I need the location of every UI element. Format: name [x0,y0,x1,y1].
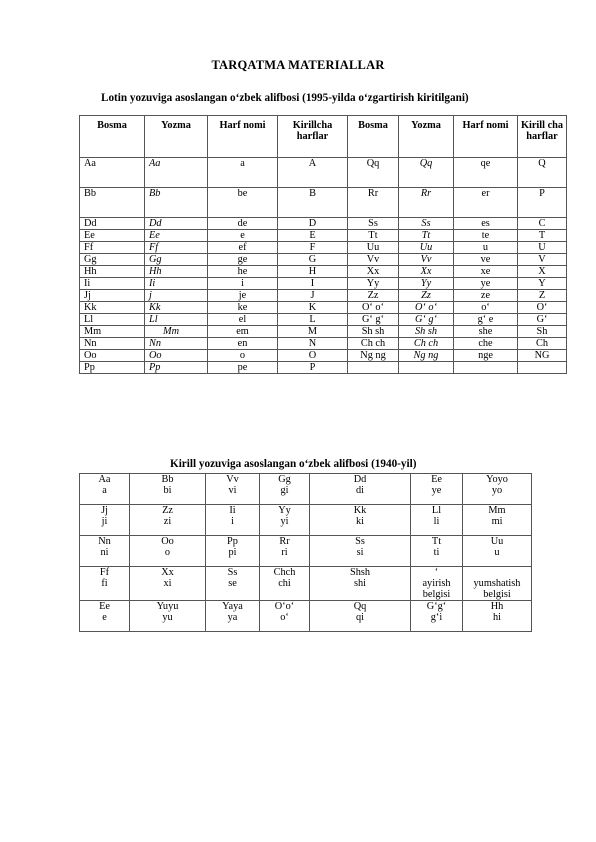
letter-name: li [433,516,440,527]
table-cell: N [278,338,348,350]
table-row [80,158,567,188]
table-cell [310,474,411,505]
table-cell: ge [208,254,278,266]
table-row [80,314,567,326]
letter-name: zi [163,516,172,527]
letter-name: yi [280,516,289,527]
table-row [80,326,567,338]
table-cell: Ff [145,242,208,254]
table-cell: K [278,302,348,314]
letter-name: qi [355,612,364,623]
table-cell: Bb [80,188,145,218]
letter-pair: Bb [161,474,174,485]
table-cell [463,567,532,601]
letter-name: a [102,485,107,496]
table-cell: em [208,326,278,338]
table-cell: Rr [348,188,399,218]
table-cell: Ng ng [399,350,454,362]
letter-pair: Ff [99,567,110,578]
table-cell: es [454,218,518,230]
table-cell: I [278,278,348,290]
table-row [80,338,567,350]
table-cell [454,362,518,374]
letter-name: shi [353,578,367,589]
table-row [80,290,567,302]
letter-pair: Shsh [349,567,371,578]
table-cell [260,567,310,601]
table-cell [206,474,260,505]
table-cell [310,536,411,567]
table-cell: O [278,350,348,362]
table-cell: ye [454,278,518,290]
table-cell [130,601,206,632]
table-cell: Nn [145,338,208,350]
table-cell: xe [454,266,518,278]
letter-name: ye [431,485,442,496]
table-cell [463,601,532,632]
letter-name: hi [492,612,501,623]
table-cell: Ll [145,314,208,326]
letter-pair: Pp [227,536,238,547]
table-cell: Ii [145,278,208,290]
letter-name: yo [491,485,503,496]
letter-name: o‘ [280,612,289,623]
cyrillic-alphabet-caption: Kirill yozuviga asoslangan o‘zbek alifbosi (1940-yil) [170,458,417,470]
table-cell [260,505,310,536]
table-cell: G‘ [518,314,567,326]
table-row [80,350,567,362]
table-cell: Ff [80,242,145,254]
table-cell: A [278,158,348,188]
table-cell: pe [208,362,278,374]
table-row [80,242,567,254]
table-cell: NG [518,350,567,362]
table-cell: Gg [80,254,145,266]
table-cell: he [208,266,278,278]
table-cell: i [208,278,278,290]
letter-name: se [228,578,237,589]
letter-pair: Ss [355,536,365,547]
table-cell: be [208,188,278,218]
table-cell: L [278,314,348,326]
table-cell: D [278,218,348,230]
table-cell [206,601,260,632]
letter-pair: Kk [353,505,367,516]
table-cell: P [518,188,567,218]
table-cell: ke [208,302,278,314]
table-cell: e [208,230,278,242]
table-cell: J [278,290,348,302]
table-cell: O‘ o‘ [348,302,399,314]
table-cell: Xx [348,266,399,278]
table-cell [80,601,130,632]
header-harf-nomi: Harf nomi [208,116,278,158]
table-cell: C [518,218,567,230]
letter-pair: Jj [101,505,108,516]
table-cell [260,601,310,632]
table-cell [411,474,463,505]
table-cell: T [518,230,567,242]
table-cell [310,601,411,632]
table-cell: Yy [348,278,399,290]
table-cell: Ch ch [399,338,454,350]
table-cell: Oo [145,350,208,362]
header-kirill-cha-harflar: Kirill cha harflar [518,116,567,158]
table-cell: Ii [80,278,145,290]
letter-name: e [102,612,107,623]
latin-alphabet-table [79,115,567,374]
table-cell: Zz [348,290,399,302]
letter-name: ni [100,547,109,558]
letter-pair [463,567,531,578]
letter-name: chi [278,578,291,589]
table-cell: O‘ o‘ [399,302,454,314]
table-cell: ze [454,290,518,302]
letter-pair: Mm [488,505,506,516]
table-cell [130,474,206,505]
letter-pair: Hh [490,601,504,612]
header-bosma: Bosma [80,116,145,158]
table-cell: Vv [348,254,399,266]
table-cell: Ss [348,218,399,230]
page-title: TARQATMA MATERIALLAR [211,58,385,72]
table-cell: Dd [145,218,208,230]
table-cell: Ng ng [348,350,399,362]
table-cell: F [278,242,348,254]
table-cell: Sh sh [348,326,399,338]
table-cell: Kk [80,302,145,314]
letter-name: belgisi [483,589,511,600]
table-cell: H [278,266,348,278]
table-cell [518,362,567,374]
letter-pair: Yy [278,505,291,516]
table-cell: el [208,314,278,326]
letter-pair: Aa [98,474,111,485]
table-cell: Tt [348,230,399,242]
table-cell: Bb [145,188,208,218]
table-cell: Mm [145,326,208,338]
table-row [80,536,532,567]
table-row [80,266,567,278]
letter-pair: Ii [229,505,236,516]
table-cell: ef [208,242,278,254]
latin-table-header [80,116,567,158]
table-cell: Hh [145,266,208,278]
table-cell: Vv [399,254,454,266]
header-yozma-2: Yozma [399,116,454,158]
table-cell: Pp [145,362,208,374]
table-cell [463,536,532,567]
table-cell: Tt [399,230,454,242]
table-cell: E [278,230,348,242]
table-cell [411,505,463,536]
table-cell: V [518,254,567,266]
table-cell: Z [518,290,567,302]
letter-pair: O‘o‘ [274,601,295,612]
table-cell: nge [454,350,518,362]
letter-name: i [231,516,234,527]
letter-name: ki [355,516,364,527]
table-cell: she [454,326,518,338]
table-cell: je [208,290,278,302]
letter-pair: G‘g‘ [426,601,447,612]
table-cell: Nn [80,338,145,350]
table-cell: Uu [348,242,399,254]
letter-pair: Ee [431,474,442,485]
table-cell: Yy [399,278,454,290]
cyrillic-alphabet-table [79,473,532,632]
letter-name: ri [281,547,288,558]
table-cell [80,474,130,505]
table-cell: er [454,188,518,218]
letter-pair: Vv [226,474,239,485]
table-cell [130,505,206,536]
table-cell: Y [518,278,567,290]
header-yozma: Yozma [145,116,208,158]
letter-name: ya [227,612,238,623]
letter-name: yu [162,612,173,623]
letter-pair: Oo [161,536,174,547]
table-cell: Aa [80,158,145,188]
letter-name: ayirish [422,578,451,589]
table-cell [348,362,399,374]
table-cell: Ee [145,230,208,242]
table-cell: Ch ch [348,338,399,350]
table-cell [411,567,463,601]
table-cell: G‘ g‘ [399,314,454,326]
table-cell [463,505,532,536]
table-cell: de [208,218,278,230]
table-row [80,474,532,505]
table-cell: u [454,242,518,254]
table-cell: te [454,230,518,242]
table-cell: o [208,350,278,362]
table-cell [130,536,206,567]
letter-name: pi [228,547,237,558]
table-cell [411,536,463,567]
table-cell [310,567,411,601]
letter-name: fi [101,578,108,589]
latin-alphabet-caption: Lotin yozuviga asoslangan o‘zbek alifbosi (1995-yilda o‘zgartirish kiritilgani) [101,92,469,104]
table-cell: Pp [80,362,145,374]
table-cell [130,567,206,601]
table-cell [80,536,130,567]
letter-pair: ‘ [434,567,439,578]
table-row [80,302,567,314]
table-cell: Gg [145,254,208,266]
table-cell: M [278,326,348,338]
table-cell: B [278,188,348,218]
table-row [80,230,567,242]
letter-pair: Uu [490,536,504,547]
letter-pair: Qq [353,601,367,612]
table-cell: Jj [80,290,145,302]
table-cell: Kk [145,302,208,314]
header-bosma-2: Bosma [348,116,399,158]
letter-name: g‘i [430,612,443,623]
table-cell: che [454,338,518,350]
letter-pair: Rr [279,536,290,547]
table-cell: a [208,158,278,188]
table-cell: P [278,362,348,374]
table-cell: U [518,242,567,254]
table-cell: qe [454,158,518,188]
table-cell: X [518,266,567,278]
table-cell [310,505,411,536]
table-cell: en [208,338,278,350]
letter-name: xi [163,578,172,589]
table-cell: Ch [518,338,567,350]
letter-name: belgisi [422,589,451,600]
letter-name: ji [101,516,108,527]
table-cell: o‘ [454,302,518,314]
table-row [80,278,567,290]
letter-name: bi [163,485,172,496]
table-cell: Xx [399,266,454,278]
table-cell [260,536,310,567]
letter-name: ti [433,547,440,558]
table-cell: Qq [399,158,454,188]
header-harf-nomi-2: Harf nomi [454,116,518,158]
letter-pair: Yuyu [156,601,179,612]
letter-name: di [355,485,364,496]
letter-pair: Nn [98,536,111,547]
table-cell [80,567,130,601]
letter-pair: Zz [162,505,173,516]
letter-name: u [494,547,500,558]
letter-pair: Gg [278,474,291,485]
letter-pair: Yaya [222,601,243,612]
header-kirillcha-harflar: Kirillcha harflar [278,116,348,158]
table-row [80,601,532,632]
table-cell: Sh [518,326,567,338]
table-row [80,218,567,230]
table-cell: O‘ [518,302,567,314]
table-cell: Uu [399,242,454,254]
letter-pair: Yoyo [486,474,508,485]
table-cell: g‘ e [454,314,518,326]
table-cell: Ee [80,230,145,242]
letter-pair: Ss [227,567,238,578]
letter-name: si [356,547,364,558]
table-cell: Dd [80,218,145,230]
letter-pair: Dd [353,474,367,485]
letter-pair: Ee [99,601,110,612]
table-cell: G‘ g‘ [348,314,399,326]
table-cell [260,474,310,505]
letter-pair: Tt [431,536,442,547]
table-cell: Aa [145,158,208,188]
letter-pair: Chch [273,567,296,578]
table-cell: Ss [399,218,454,230]
table-cell: Qq [348,158,399,188]
table-cell: Ll [80,314,145,326]
table-cell: Mm [80,326,145,338]
table-cell: Sh sh [399,326,454,338]
table-cell: ve [454,254,518,266]
letter-pair: Xx [161,567,174,578]
table-cell [206,567,260,601]
table-cell [463,474,532,505]
table-row [80,362,567,374]
table-cell [206,505,260,536]
letter-name: mi [491,516,503,527]
table-cell: Q [518,158,567,188]
table-cell: Rr [399,188,454,218]
table-cell [80,505,130,536]
table-cell: G [278,254,348,266]
table-cell: j [145,290,208,302]
table-row [80,567,532,601]
letter-name: yumshatish [473,578,521,589]
letter-name: gi [280,485,289,496]
table-row [80,188,567,218]
table-cell [206,536,260,567]
table-row [80,254,567,266]
letter-name: vi [228,485,237,496]
table-cell: Hh [80,266,145,278]
table-cell [399,362,454,374]
table-cell [411,601,463,632]
letter-pair: Ll [431,505,442,516]
table-row [80,505,532,536]
letter-name: o [164,547,171,558]
table-cell: Oo [80,350,145,362]
table-cell: Zz [399,290,454,302]
